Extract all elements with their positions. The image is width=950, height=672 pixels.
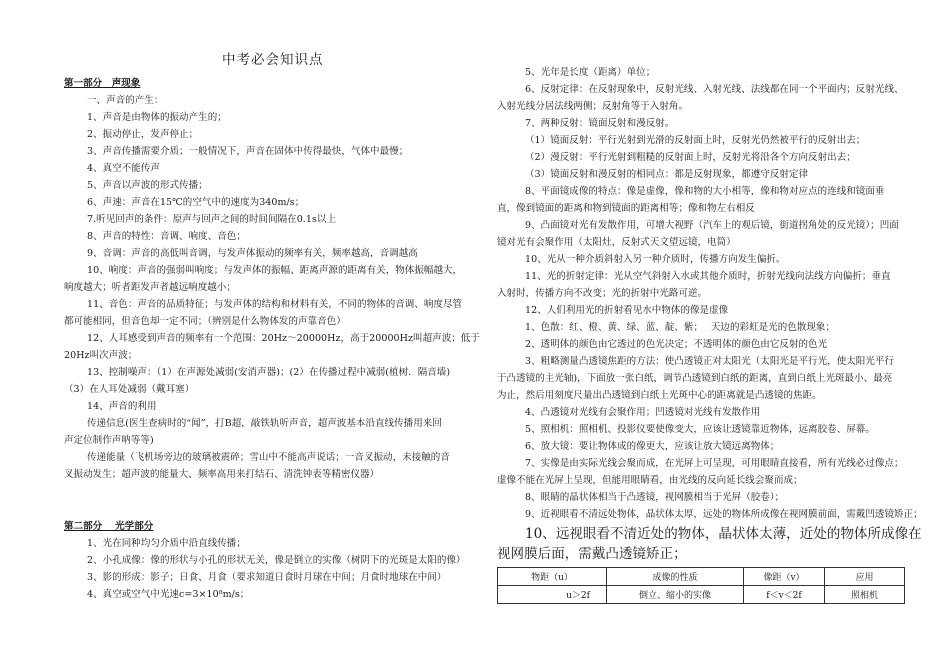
text-line: 1、光在同种均匀介质中沿直线传播； <box>87 538 246 549</box>
page-title: 中考必会知识点 <box>222 52 324 68</box>
text-line: 6、放大镜：要让物体成的像更大，应该让放大镜远离物体； <box>525 441 780 452</box>
table-cell: f＜v＜2f <box>744 586 825 604</box>
text-line: 3、粗略测量凸透镜焦距的方法：使凸透镜正对太阳光（太阳光是平行光，使太阳光平行 <box>525 356 894 367</box>
text-line: 3、声音传播需要介质；一般情况下，声音在固体中传得最快，气体中最慢； <box>87 146 409 157</box>
text-line: 虚像不能在光屏上呈现，但能用眼睛看，由光线的反向延长线会聚而成； <box>497 475 803 486</box>
table-cell: 照相机 <box>825 586 905 604</box>
text-line: 4、真空不能传声 <box>87 163 160 174</box>
section-heading-optics: 第二部分 光学部分 <box>64 521 154 532</box>
text-line: 7.听见回声的条件：原声与回声之间的时间间隔在0.1s以上 <box>87 214 336 225</box>
table-header-cell: 物距（u） <box>498 568 607 586</box>
text-line: 4、凸透镜对光线有会聚作用；凹透镜对光线有发散作用 <box>525 407 761 418</box>
text-line: 11、音色：声音的品质特征；与发声体的结构和材料有关，不同的物体的音调、响度尽管 <box>87 299 463 310</box>
text-line: 直，像到镜面的距离和物到镜面的距离相等；像和物左右相反 <box>497 203 755 214</box>
table-row <box>498 586 905 604</box>
text-line: 8、声音的特性：音调、响度、音色； <box>87 231 246 242</box>
text-line: 12、人耳感受到声音的频率有一个范围：20Hz～20000Hz，高于20000Hz叫超声波；低于 <box>87 333 480 344</box>
text-line: 镜对光有会聚作用（太阳灶，反射式天文望远镜，电筒） <box>497 237 736 248</box>
section-heading-sound: 第一部分 声现象 <box>64 78 141 89</box>
text-line: 2、小孔成像：像的形状与小孔的形状无关，像是倒立的实像（树阴下的光斑是太阳的像） <box>87 555 466 566</box>
text-line: 入射光线分居法线两侧；反射角等于入射角。 <box>497 101 689 112</box>
text-line: 9、凸面镜对光有发散作用，可增大视野（汽车上的观后镜，街道拐角处的反光镜）；凹面 <box>525 220 899 231</box>
text-line: 2、透明体的颜色由它透过的色光决定；不透明体的颜色由它反射的色光 <box>525 339 828 350</box>
text-line: （1）镜面反射：平行光射到光滑的反射面上时，反射光仍然被平行的反射出去； <box>525 135 866 146</box>
text-line: 入射时，传播方向不改变；光的折射中光路可逆。 <box>497 288 708 299</box>
text-line: 20Hz叫次声波； <box>64 350 138 361</box>
highlight-note-line: 10、远视眼看不清近处的物体，晶状体太薄，近处的物体所成像在 <box>525 526 922 542</box>
text-line: （3）在人耳处减弱（戴耳塞） <box>64 384 195 395</box>
text-line: 8、平面镜成像的特点：像是虚像，像和物的大小相等，像和物对应点的连线和镜面垂 <box>525 186 885 197</box>
text-line: 10、光从一种介质斜射入另一种介质时，传播方向发生偏折。 <box>525 254 786 265</box>
text-line: 响度越大；听者距发声者越远响度越小； <box>64 282 236 293</box>
text-line: 1、声音是由物体的振动产生的； <box>87 112 227 123</box>
text-line: 叉振动发生；超声波的能量大、频率高用来打结石、清洗钟表等精密仪器） <box>64 469 380 480</box>
text-line: 7、两种反射：镜面反射和漫反射。 <box>525 118 675 129</box>
text-line: 14、声音的利用 <box>87 401 157 412</box>
text-line: （3）镜面反射和漫反射的相同点：都是反射现象，都遵守反射定律 <box>525 169 809 180</box>
text-line: （2）漫反射：平行光射到粗糙的反射面上时，反射光将沿各个方向反射出去； <box>525 152 856 163</box>
table-cell: 倒立、缩小的实像 <box>607 586 744 604</box>
text-line: 2、振动停止，发声停止； <box>87 129 199 140</box>
text-line: 传递能量（飞机场旁边的玻璃被震碎；雪山中不能高声说话；一音叉振动，未接触的音 <box>87 452 450 463</box>
text-line: 声定位制作声呐等等) <box>64 435 154 446</box>
text-line: 13、控制噪声：（1）在声源处减弱(安消声器)；(2）在传播过程中减弱(植树．隔音墙) <box>87 367 451 378</box>
text-line: 5、照相机：照相机、投影仪要使像变大，应该让透镜靠近物体，远离胶卷、屏幕。 <box>525 424 875 435</box>
text-line: 于凸透镜的主光轴)，下面放一张白纸，调节凸透镜到白纸的距离，直到白纸上光斑最小、最亮 <box>497 373 893 384</box>
text-line: 传递信息(医生查病时的“闻”，打B超，敲铁轨听声音，超声波基本沿直线传播用来回 <box>87 418 442 429</box>
text-line: 10、响度：声音的强弱叫响度；与发声体的振幅、距离声源的距离有关，物体振幅越大， <box>87 265 463 276</box>
text-line: 都可能相同，但音色却一定不同；（辨别是什么物体发的声靠音色） <box>64 316 346 327</box>
text-line: 3、影的形成：影子；日食、月食（要求知道日食时月球在中间；月食时地球在中间） <box>87 572 447 583</box>
highlight-note-line: 视网膜后面，需戴凸透镜矫正； <box>497 546 687 562</box>
text-line: 5、声音以声波的形式传播； <box>87 180 208 191</box>
table-cell: u＞2f <box>498 586 607 604</box>
text-line: 9、音调：声音的高低叫音调，与发声体振动的频率有关，频率越高，音调越高 <box>87 248 418 259</box>
text-line: 5、光年是长度（距离）单位； <box>525 67 656 78</box>
text-line: 6、声速：声音在15℃的空气中的速度为340m/s； <box>87 197 305 208</box>
text-line: 4、真空或空气中光速c=3×10⁸m/s； <box>87 589 250 600</box>
table-header-cell: 像距（v） <box>744 568 825 586</box>
text-line: 7、实像是由实际光线会聚而成，在光屏上可呈现，可用眼睛直接看，所有光线必过像点； <box>525 458 904 469</box>
table-header-cell: 成像的性质 <box>607 568 744 586</box>
text-line: 6、反射定律：在反射现象中，反射光线、入射光线、法线都在同一个平面内；反射光线、 <box>525 84 904 95</box>
text-line: 为止，然后用刻度尺量出凸透镜到白纸上光斑中心的距离就是凸透镜的焦距。 <box>497 390 822 401</box>
text-line: 8、眼睛的晶状体相当于凸透镜，视网膜相当于光屏（胶卷）； <box>525 492 785 503</box>
text-line: 11、光的折射定律：光从空气斜射入水或其他介质时，折射光线向法线方向偏折；垂直 <box>525 271 891 282</box>
text-line: 1、色散：红、橙、黄、绿、蓝、靛、紫； 天边的彩虹是光的色散现象； <box>525 322 836 333</box>
text-line: 一、声音的产生： <box>87 95 164 106</box>
lens-imaging-table <box>497 567 905 604</box>
table-header-row <box>498 568 905 586</box>
text-line: 9、近视眼看不清远处物体，晶状体太厚，远处的物体所成像在视网膜前面，需戴凹透镜矫正； <box>525 509 923 520</box>
table-header-cell: 应用 <box>825 568 905 586</box>
text-line: 12、人们利用光的折射看见水中物体的像是虚像 <box>525 305 729 316</box>
